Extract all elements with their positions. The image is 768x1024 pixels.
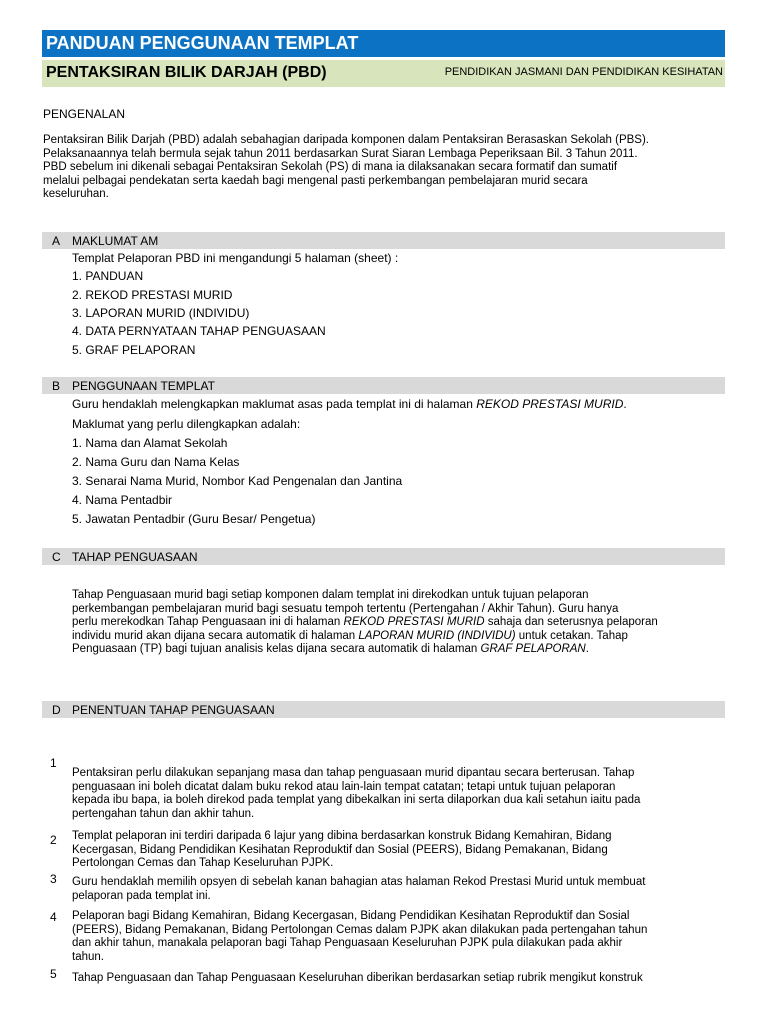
text-span: . [623, 397, 627, 411]
paragraph-line: perkembangan pembelajaran murid bagi sesuatu tempoh tertentu (Pertengahan / Akhir Tahun). Guru hanya [72, 602, 619, 615]
paragraph-line [72, 616, 658, 630]
section-a-header [42, 232, 725, 249]
paragraph-line: pelaporan pada templat ini. [72, 889, 211, 902]
paragraph-line: penguasaan ini boleh dicatat dalam buku rekod atau lain-lain tempat catatan; tetapi untuk tujuan pelaporan [72, 780, 616, 793]
intro-paragraph [43, 134, 649, 202]
paragraph-line: (PEERS), Bidang Pemakanan, Bidang Pertolongan Cemas dalam PJPK akan dilakukan pada pertengahan tahun [72, 923, 648, 936]
paragraph-line: Pertolongan Cemas dan Tahap Keseluruhan PJPK. [72, 857, 334, 870]
item-number: 3 [50, 872, 57, 886]
section-letter: A [52, 234, 61, 248]
paragraph-line: tahun. [72, 950, 104, 963]
section-c-paragraph [72, 589, 658, 657]
list-item: 3. LAPORAN MURID (INDIVIDU) [72, 306, 250, 320]
text-span: perlu merekodkan Tahap Penguasaan ini di halaman [72, 616, 344, 629]
numbered-paragraph [72, 830, 612, 871]
list-item: 4. DATA PERNYATAAN TAHAP PENGUASAAN [72, 324, 326, 338]
emphasis-text: LAPORAN MURID (INDIVIDU) [358, 629, 516, 642]
paragraph-line: Tahap Penguasaan murid bagi setiap komponen dalam templat ini direkodkan untuk tujuan pelaporan [72, 589, 589, 601]
numbered-paragraph [72, 910, 647, 964]
subtitle-bar [42, 60, 725, 87]
section-label: MAKLUMAT AM [72, 234, 159, 248]
list-item: 1. PANDUAN [72, 269, 144, 283]
section-label: TAHAP PENGUASAAN [72, 550, 198, 564]
emphasis-text: GRAF PELAPORAN [480, 643, 586, 656]
paragraph-line: dan akhir tahun, manakala pelaporan bagi Tahap Penguasaan Keseluruhan PJPK pula dilakukan pada akhir [72, 937, 623, 950]
list-item: 5. GRAF PELAPORAN [72, 343, 196, 357]
emphasis-text: REKOD PRESTASI MURID [343, 616, 485, 629]
intro-line: PBD sebelum ini dikenali sebagai Pentaksiran Sekolah (PS) di mana ia dilaksanakan secara formatif dan sumatif [43, 161, 618, 174]
section-c-header [42, 548, 725, 565]
intro-line: Pelaksanaannya telah bermula sejak tahun 2011 berdasarkan Surat Siaran Lembaga Peperiksaan Bil. 3 Tahun 2011. [43, 147, 638, 160]
section-b-header [42, 377, 725, 394]
page-subtitle: PENTAKSIRAN BILIK DARJAH (PBD) [46, 64, 327, 81]
paragraph-line: Tahap Penguasaan dan Tahap Penguasaan Keseluruhan diberikan berdasarkan setiap rubrik mengikut konstruk [72, 972, 643, 984]
list-item: 5. Jawatan Pentadbir (Guru Besar/ Pengetua) [72, 512, 316, 526]
paragraph-line: Pelaporan bagi Bidang Kemahiran, Bidang Kecergasan, Bidang Pendidikan Kesihatan Reproduktif dan Sosial [72, 910, 630, 922]
section-letter: B [52, 379, 61, 393]
intro-heading: PENGENALAN [43, 107, 126, 121]
subject-label: PENDIDIKAN JASMANI DAN PENDIDIKAN KESIHATAN [444, 66, 723, 78]
list-item: 2. Nama Guru dan Nama Kelas [72, 455, 240, 469]
section-a-intro: Templat Pelaporan PBD ini mengandungi 5 halaman (sheet) : [72, 251, 399, 265]
section-d-header [42, 701, 725, 718]
paragraph-line: Kecergasan, Bidang Pendidikan Kesihatan Reproduktif dan Sosial (PEERS), Bidang Pemakanan, Bidang [72, 843, 608, 856]
list-item: 4. Nama Pentadbir [72, 493, 173, 507]
paragraph-line: Templat pelaporan ini terdiri daripada 6 lajur yang dibina berdasarkan konstruk Bidang Kemahiran, Bidang [72, 830, 612, 842]
numbered-paragraph [72, 876, 645, 903]
item-number: 2 [50, 833, 57, 847]
page-title: PANDUAN PENGGUNAAN TEMPLAT [46, 33, 359, 53]
paragraph-line: Guru hendaklah memilih opsyen di sebelah kanan bahagian atas halaman Rekod Prestasi Murid untuk membuat [72, 876, 646, 888]
section-b-line: Maklumat yang perlu dilengkapkan adalah: [72, 417, 301, 431]
paragraph-line [72, 643, 658, 657]
paragraph-line: Pentaksiran perlu dilakukan sepanjang masa dan tahap penguasaan murid dipantau secara berterusan. Tahap [72, 767, 635, 779]
intro-line: melalui pelbagai pendekatan serta kaedah bagi mengenal pasti perkembangan pembelajaran murid secara [43, 174, 588, 187]
section-label: PENENTUAN TAHAP PENGUASAAN [72, 703, 275, 717]
item-number: 4 [50, 910, 57, 924]
item-number: 5 [50, 967, 57, 981]
text-span: sahaja dan seterusnya pelaporan [484, 616, 658, 629]
emphasis-text: REKOD PRESTASI MURID [476, 397, 624, 411]
text-span: Penguasaan (TP) bagi tujuan analisis kelas dijana secara automatik di halaman [72, 643, 481, 656]
text-span: . [585, 643, 589, 656]
section-letter: D [52, 703, 61, 717]
list-item: 2. REKOD PRESTASI MURID [72, 288, 233, 302]
list-item: 3. Senarai Nama Murid, Nombor Kad Pengenalan dan Jantina [72, 474, 403, 488]
section-letter: C [52, 550, 61, 564]
text-span: individu murid akan dijana secara automatik di halaman [72, 629, 359, 642]
section-label: PENGGUNAAN TEMPLAT [72, 379, 215, 393]
paragraph-line: pertengahan tahun dan akhir tahun. [72, 807, 255, 820]
section-b-line [72, 397, 627, 411]
intro-line: Pentaksiran Bilik Darjah (PBD) adalah sebahagian daripada komponen dalam Pentaksiran Berasaskan Sekolah (PBS). [43, 134, 650, 146]
text-span: untuk cetakan. Tahap [515, 629, 628, 642]
numbered-paragraph [72, 972, 643, 986]
list-item: 1. Nama dan Alamat Sekolah [72, 436, 228, 450]
paragraph-line [72, 630, 658, 644]
intro-line: keseluruhan. [43, 188, 109, 201]
item-number: 1 [50, 756, 57, 770]
text-span: Guru hendaklah melengkapkan maklumat asas pada templat ini di halaman [72, 397, 477, 411]
numbered-paragraph [72, 767, 640, 821]
title-bar [42, 30, 725, 57]
paragraph-line: kepada ibu bapa, ia boleh direkod pada templat yang dibekalkan ini serta dilaporkan dua kali setahun iaitu pada [72, 794, 641, 807]
